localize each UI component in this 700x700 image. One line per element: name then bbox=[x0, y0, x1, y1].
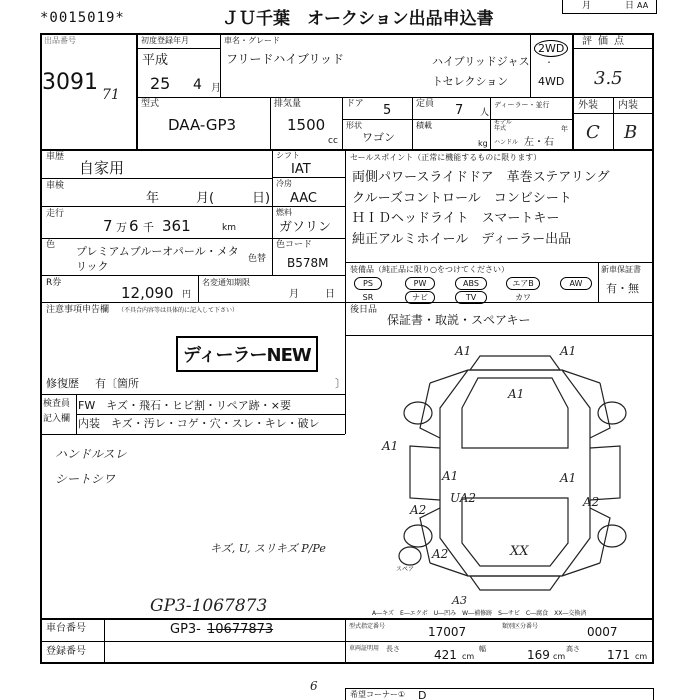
rticket-split bbox=[198, 275, 199, 302]
height-value: 171 bbox=[607, 648, 630, 662]
page-title: ＪＵ千葉 オークション出品申込書 bbox=[222, 9, 494, 29]
inspection-year: 年 bbox=[146, 191, 160, 206]
disp-right bbox=[342, 97, 343, 149]
diagram-legend: A―キズ E―エクボ U―凹み W―補修跡 S―サビ C―腐食 XX―交換済 bbox=[372, 610, 587, 617]
doors-label: ドア bbox=[346, 99, 364, 109]
load-unit: kg bbox=[478, 139, 488, 148]
interior-row: 内装 キズ・汚レ・コゲ・穴・スレ・キレ・破レ bbox=[78, 417, 320, 430]
sales-point-line: 純正アルミホイール ディーラー出品 bbox=[352, 231, 572, 247]
model-right bbox=[270, 97, 271, 149]
drive-left bbox=[530, 33, 531, 97]
r-ticket-unit: 円 bbox=[182, 290, 192, 300]
handwritten-note-1: ハンドルスレ bbox=[55, 447, 127, 461]
rear-items-value: 保証書・取説・スペアキー bbox=[387, 313, 531, 327]
lot-box-bottom bbox=[40, 149, 654, 151]
car-damage-diagram bbox=[380, 338, 650, 600]
warranty-value[interactable]: 有・無 bbox=[606, 282, 639, 295]
length-value: 421 bbox=[434, 648, 457, 662]
handwritten-note-3: キズ, U, スリキズ P/Pe bbox=[210, 542, 326, 555]
rticket-bottom bbox=[40, 302, 654, 303]
equip-navi[interactable]: ナビ bbox=[405, 291, 435, 304]
equip-ps[interactable]: PS bbox=[354, 277, 382, 290]
date-suffix: AA bbox=[637, 1, 649, 10]
chassis-number-label: 車台番号 bbox=[46, 623, 86, 634]
type-cert-value: 17007 bbox=[428, 625, 467, 639]
hist-div bbox=[40, 178, 272, 179]
drive-separator: ・ bbox=[545, 58, 553, 67]
load-label: 積載 bbox=[416, 121, 432, 130]
equip-pw[interactable]: PW bbox=[405, 277, 435, 290]
date-month-label: 月 bbox=[582, 1, 592, 11]
spare-label: スペア bbox=[396, 566, 415, 573]
registration-month-unit: 月 bbox=[211, 83, 221, 94]
serial-number: *0015019* bbox=[40, 10, 125, 26]
inspector-label: 検査員 bbox=[43, 399, 71, 409]
mileage-unit: km bbox=[222, 223, 236, 233]
reg-right bbox=[220, 33, 221, 97]
color-split bbox=[272, 238, 273, 275]
history-label: 車歴 bbox=[46, 152, 65, 162]
warranty-label: 新車保証書 bbox=[601, 265, 641, 274]
tax-day: 日 bbox=[325, 289, 335, 300]
warranty-split bbox=[598, 262, 599, 302]
type-cert-label: 型式指定番号 bbox=[349, 623, 386, 630]
notes-sub: （不具合内容等は具体的に記入して下さい） bbox=[118, 307, 239, 314]
date-day-label: 日 bbox=[625, 1, 635, 11]
rating-sub bbox=[572, 113, 654, 114]
doors-value: 5 bbox=[383, 103, 392, 118]
damage-mark: A1 bbox=[508, 387, 525, 401]
fw-row: FW キズ・飛石・ヒビ割・リペア跡・×要 bbox=[78, 399, 291, 412]
registration-label: 初度登録年月 bbox=[141, 36, 189, 45]
dealer-label: ディーラー・並行 bbox=[494, 101, 550, 109]
handwritten-note-2: シートシワ bbox=[55, 472, 116, 486]
chassis-number-struck: 10677873 bbox=[207, 622, 274, 637]
color-label: 色 bbox=[46, 240, 56, 250]
lot-number-label: 出品番号 bbox=[44, 36, 76, 45]
damage-mark: A1 bbox=[560, 344, 577, 358]
shape-right bbox=[412, 119, 413, 149]
damage-mark: A3 bbox=[452, 594, 467, 607]
length-label: 長さ bbox=[386, 645, 400, 653]
history-value: 自家用 bbox=[79, 159, 125, 177]
page-mark: 6 bbox=[310, 679, 318, 693]
repair-close: 〕 bbox=[335, 377, 346, 390]
registration-year: 25 bbox=[150, 74, 171, 93]
entry-label: 記入欄 bbox=[43, 414, 71, 424]
capacity-label: 定員 bbox=[416, 99, 435, 109]
mileage-man: 万 bbox=[116, 221, 127, 234]
sales-point-line: ＨＩＤヘッドライト スマートキー bbox=[352, 211, 560, 226]
row2-mid bbox=[342, 119, 572, 120]
damage-mark: A2 bbox=[410, 503, 427, 517]
car-grade: ハイブリッドジャストセレクション bbox=[432, 55, 530, 88]
car-name: フリードハイブリッド bbox=[226, 52, 344, 66]
rating-left bbox=[572, 33, 574, 149]
fuel-label: 燃料 bbox=[276, 208, 292, 217]
repair-bottom bbox=[40, 394, 345, 395]
registration-number-label: 登録番号 bbox=[46, 646, 86, 657]
displacement-label: 排気量 bbox=[274, 99, 302, 109]
shape-value: ワゴン bbox=[362, 131, 395, 144]
damage-mark: A2 bbox=[432, 547, 449, 561]
corner-value: D bbox=[418, 689, 427, 700]
inspection-label: 車検 bbox=[46, 181, 65, 191]
interior-label: 内装 bbox=[618, 100, 638, 111]
mileage-b: 6 bbox=[129, 217, 139, 235]
registration-month: 4 bbox=[193, 77, 202, 93]
doors-right bbox=[412, 97, 413, 119]
notes-label: 注意事項申告欄 bbox=[46, 305, 110, 315]
insp-split bbox=[76, 394, 77, 434]
mile-div bbox=[40, 238, 345, 239]
capacity-unit: 人 bbox=[480, 108, 490, 118]
hist-right bbox=[272, 149, 273, 238]
model-label: 型式 bbox=[141, 99, 160, 109]
sales-point-line: 両側パワースライドドア 革巻ステアリング bbox=[352, 170, 610, 185]
corner-label: 希望コーナー① bbox=[350, 690, 406, 699]
damage-mark: UA2 bbox=[450, 491, 477, 505]
damage-mark: A1 bbox=[382, 439, 399, 453]
shift-label: シフト bbox=[276, 151, 300, 160]
interior-grade: B bbox=[624, 122, 638, 143]
chassis-top bbox=[40, 618, 654, 620]
height-label: 高さ bbox=[566, 645, 580, 653]
insp-mid bbox=[76, 414, 345, 415]
sales-point-line: クルーズコントロール コンビシート bbox=[352, 190, 572, 206]
mileage-a: 7 bbox=[103, 217, 113, 235]
ac-div bbox=[272, 206, 345, 207]
mileage-sen: 千 bbox=[143, 221, 154, 234]
insp-bottom bbox=[40, 434, 345, 435]
class-num-label: 類別区分番号 bbox=[502, 623, 539, 630]
equip-leather[interactable]: カワ bbox=[515, 293, 531, 302]
drive-2wd[interactable]: 2WD bbox=[534, 40, 568, 57]
lot-number: 3091 bbox=[42, 70, 98, 95]
displacement-value: 1500 bbox=[287, 116, 326, 134]
damage-mark: A2 bbox=[583, 495, 600, 509]
color-change-label: 色替 bbox=[248, 254, 267, 264]
row2-top bbox=[136, 97, 572, 98]
inspection-day: 日) bbox=[252, 191, 271, 206]
registration-era: 平成 bbox=[142, 53, 169, 68]
rating-split bbox=[613, 97, 614, 149]
width-unit: cm bbox=[553, 652, 566, 661]
rear-items-label: 後日品 bbox=[350, 305, 378, 315]
capacity-value: 7 bbox=[455, 103, 464, 118]
equip-aw[interactable]: AW bbox=[560, 277, 592, 290]
inspection-month: 月( bbox=[196, 191, 215, 206]
reg-divider bbox=[136, 48, 220, 49]
damage-mark: A1 bbox=[442, 469, 459, 483]
shape-label: 形状 bbox=[346, 121, 362, 130]
model-value: DAA-GP3 bbox=[168, 116, 237, 134]
equip-tv[interactable]: TV bbox=[455, 291, 487, 304]
equip-abs[interactable]: ABS bbox=[455, 277, 487, 290]
cap-right bbox=[490, 97, 491, 149]
ac-value: AAC bbox=[290, 191, 317, 206]
notes-right bbox=[345, 302, 346, 434]
damage-mark: A1 bbox=[455, 344, 472, 358]
damage-mark: XX bbox=[510, 544, 529, 559]
exterior-grade: C bbox=[586, 122, 600, 143]
r-ticket-value: 12,090 bbox=[121, 284, 174, 302]
shift-div bbox=[272, 177, 345, 178]
color-code-label: 色コード bbox=[276, 240, 313, 250]
chassis-handwritten: GP3-1067873 bbox=[150, 596, 268, 616]
tax-month: 月 bbox=[289, 289, 299, 300]
repair-value: 有〔箇所 bbox=[95, 377, 139, 390]
drive-4wd[interactable]: 4WD bbox=[538, 75, 565, 88]
rating-score: 3.5 bbox=[594, 68, 623, 89]
cert-row-label: 車両証明用 bbox=[349, 645, 380, 652]
insp-div bbox=[40, 206, 272, 207]
equip-sr[interactable]: SR bbox=[362, 293, 374, 302]
chassis-mid bbox=[40, 641, 345, 642]
tax-label: 名変通知期限 bbox=[202, 278, 250, 287]
cert-mid bbox=[345, 641, 654, 642]
handle-value: 左・右 bbox=[524, 137, 554, 148]
r-ticket-label: R券 bbox=[46, 278, 62, 288]
chassis-number-prefix: GP3- bbox=[170, 622, 201, 637]
length-unit: cm bbox=[462, 652, 475, 661]
handle-label: ハンドル bbox=[494, 139, 519, 146]
exterior-label: 外装 bbox=[578, 100, 598, 111]
class-num-value: 0007 bbox=[587, 625, 618, 639]
damage-mark: A1 bbox=[560, 471, 577, 485]
repair-label: 修復歴 bbox=[46, 377, 79, 390]
shift-value: IAT bbox=[291, 162, 311, 177]
color-bottom bbox=[40, 275, 345, 276]
model-year-label: モデル年式 bbox=[494, 119, 512, 132]
height-unit: cm bbox=[635, 652, 648, 661]
rear-bottom bbox=[345, 335, 654, 336]
sales-points-list bbox=[352, 168, 610, 250]
rating-label: 評価点 bbox=[582, 36, 630, 47]
width-value: 169 bbox=[527, 648, 550, 662]
equip-airbag[interactable]: エアB bbox=[506, 277, 540, 290]
model-year-unit: 年 bbox=[561, 125, 568, 133]
equipment-label: 装備品（純正品に限り○をつけてください） bbox=[350, 265, 509, 274]
dealer-new-stamp: ディーラーNEW bbox=[176, 336, 318, 372]
rating-divider bbox=[572, 48, 654, 49]
car-name-label: 車名・グレード bbox=[224, 36, 280, 45]
lot-box-right bbox=[136, 33, 138, 149]
width-label: 幅 bbox=[479, 645, 486, 653]
color-code-value: B578M bbox=[287, 256, 329, 270]
mileage-label: 走行 bbox=[46, 209, 65, 219]
ac-label: 冷房 bbox=[276, 179, 292, 188]
lot-note: 71 bbox=[102, 87, 120, 103]
displacement-unit: cc bbox=[328, 136, 338, 146]
mileage-c: 361 bbox=[162, 217, 191, 235]
sales-bottom bbox=[345, 262, 654, 263]
sales-points-label: セールスポイント（正常に機能するものに限ります） bbox=[350, 153, 542, 162]
fuel-value: ガソリン bbox=[279, 220, 332, 235]
color-value: プレミアムブルーオパール・メタリック bbox=[76, 245, 239, 273]
